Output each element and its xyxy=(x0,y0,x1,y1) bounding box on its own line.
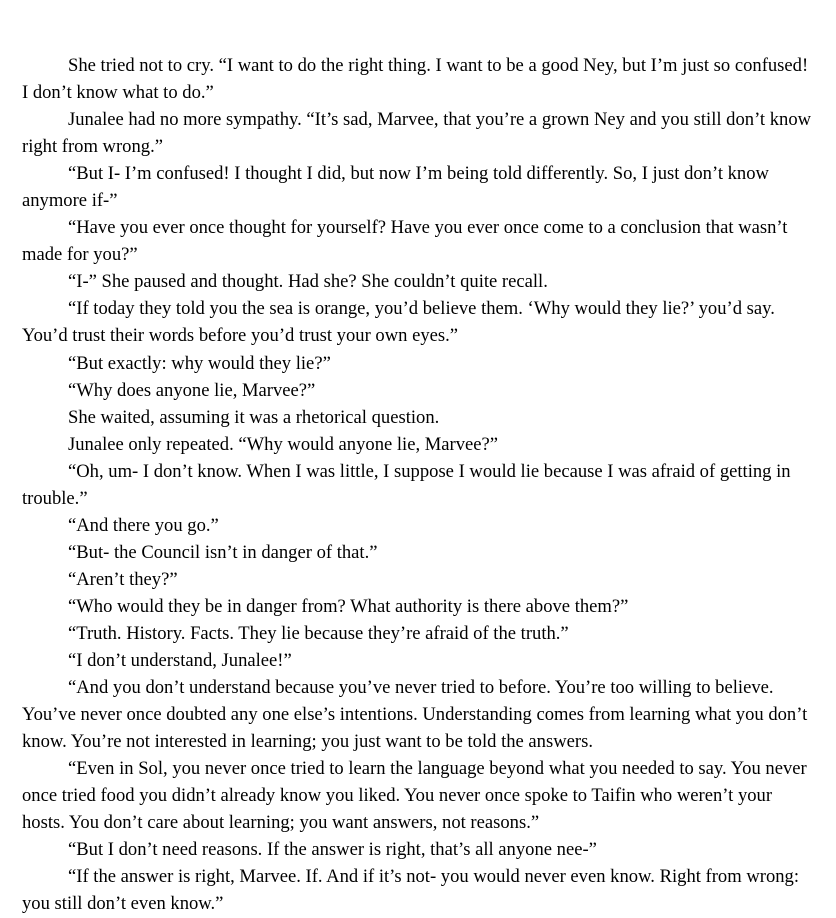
paragraph: Junalee only repeated. “Why would anyone lie, Marvee?” xyxy=(68,433,499,455)
paragraph: “Aren’t they?” xyxy=(68,568,178,590)
paragraph: “But I- I’m confused! I thought I did, but now I’m being told differently. So, I just don’t know anymore if-” xyxy=(22,163,769,212)
paragraph: “If the answer is right, Marvee. If. And if it’s not- you would never even know. Right from wrong: you still don’t even know.” xyxy=(22,866,800,915)
document-body xyxy=(22,52,814,918)
paragraph: “Oh, um- I don’t know. When I was little, I suppose I would lie because I was afraid of getting in trouble.” xyxy=(22,460,791,509)
paragraph: “And there you go.” xyxy=(68,514,219,536)
paragraph: “Even in Sol, you never once tried to learn the language beyond what you needed to say. You never once tried food you didn’t already know you liked. You never once spoke to Taifin who weren’t your hosts. You don’t care about learning; you want answers, not reasons.” xyxy=(22,758,807,834)
paragraph: “I don’t understand, Junalee!” xyxy=(68,650,292,672)
paragraph: “I-” She paused and thought. Had she? She couldn’t quite recall. xyxy=(68,271,548,293)
paragraph: “But- the Council isn’t in danger of that.” xyxy=(68,541,378,563)
paragraph: “Truth. History. Facts. They lie because they’re afraid of the truth.” xyxy=(68,622,569,644)
paragraph: “Have you ever once thought for yourself? Have you ever once come to a conclusion that wasn’t made for you?” xyxy=(22,217,788,266)
paragraph: Junalee had no more sympathy. “It’s sad, Marvee, that you’re a grown Ney and you still don’t know right from wrong.” xyxy=(22,109,812,158)
paragraph: “But I don’t need reasons. If the answer is right, that’s all anyone nee-” xyxy=(68,839,597,861)
paragraph: “But exactly: why would they lie?” xyxy=(68,352,331,374)
paragraph: “If today they told you the sea is orange, you’d believe them. ‘Why would they lie?’ you’d say. You’d trust their words before you’d trust your own eyes.” xyxy=(22,298,775,347)
paragraph: “Why does anyone lie, Marvee?” xyxy=(68,379,316,401)
paragraph: “And you don’t understand because you’ve never tried to before. You’re too willing to believe. You’ve never once doubted any one else’s intentions. Understanding comes from learning what you don’t know. You’re not interested in learning; you just want to be told the answers. xyxy=(22,677,808,753)
paragraph: She waited, assuming it was a rhetorical question. xyxy=(68,406,440,428)
paragraph: “Who would they be in danger from? What authority is there above them?” xyxy=(68,595,629,617)
paragraph: She tried not to cry. “I want to do the right thing. I want to be a good Ney, but I’m just so confused! I don’t know what to do.” xyxy=(22,55,809,104)
